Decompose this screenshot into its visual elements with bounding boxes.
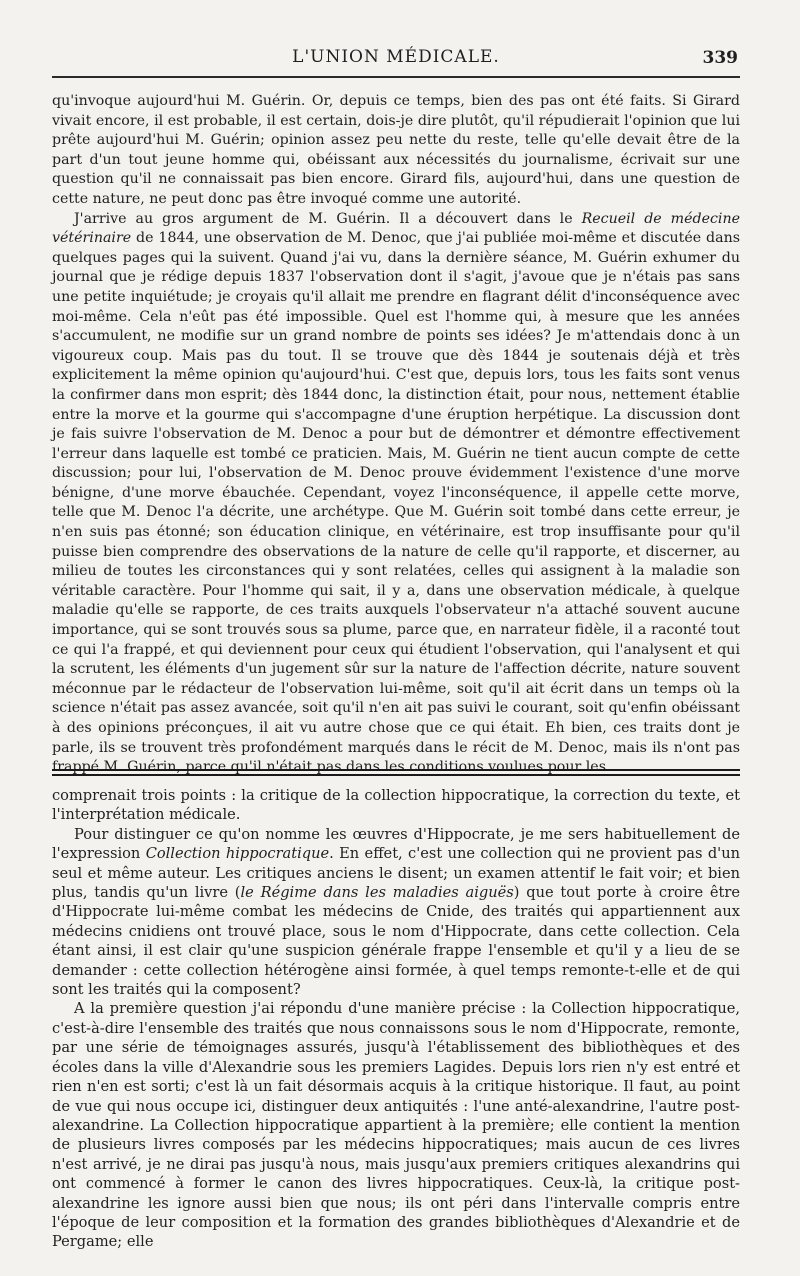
upper-paragraph-2 (52, 210, 740, 778)
lower-paragraph-2-part-a: Pour distinguer ce qu'on nomme les œuvres d'Hippocrate, je me sers habituellement de l'expression (52, 825, 740, 863)
lower-paragraph-3: A la première question j'ai répondu d'une manière précise : la Collection hippocratique, c'est-à-dire l'ensemble des traités que nous connaissons sous le nom d'Hippocrate, remonte, par une série de témoignages assurés, jusqu'à l'établissement des bibliothèques et des écoles dans la ville d'Alexandrie sous les premiers Lagides. Depuis lors rien n'y est entré et rien n'en est sorti; c'est là un fait désormais acquis à la critique historique. Il faut, au point de vue qui nous occupe ici, distinguer deux antiquités : l'une anté-alexandrine, l'autre post-alexandrine. La Collection hippocratique appartient à la première; elle contient la mention de plusieurs livres composés par les médecins hippocratiques; mais aucun de ces livres n'est arrivé, je ne dirai pas jusqu'à nous, mais jusqu'aux premiers critiques alexandrins qui ont commencé à former le canon des livres hippocratiques. Ceux-là, la critique post-alexandrine les ignore aussi bien que nous; ils ont péri dans l'intervalle compris entre l'époque de leur composition et la formation des grandes bibliothèques d'Alexandrie et de Pergame; elle (52, 1000, 740, 1251)
regime-title-italic: le Régime dans les maladies aiguës (240, 884, 514, 902)
upper-paragraph-1: qu'invoque aujourd'hui M. Guérin. Or, depuis ce temps, bien des pas ont été faits. Si Girard vivait encore, il est probable, il est certain, dois-je dire plutôt, qu'il répudierait l'opinion que lui prête aujourd'hui M. Guérin; opinion assez peu nette du reste, telle qu'elle devait être de la part d'un tout jeune homme qui, obéissant aux nécessités du journalisme, écrivait sur une question qu'il ne connaissait pas bien encore. Girard fils, aujourd'hui, dans une question de cette nature, ne peut donc pas être invoqué comme une autorité. (52, 93, 740, 207)
upper-paragraph-2-part-a: J'arrive au gros argument de M. Guérin. Il a découvert dans le (74, 210, 582, 227)
lower-paragraph-1: comprenait trois points : la critique de la collection hippocratique, la correction du texte, et l'interprétation médicale. (52, 787, 740, 824)
page-number: 339 (702, 48, 738, 68)
upper-paragraph-2-part-b: de 1844, une observation de M. Denoc, que j'ai publiée moi-même et discutée dans quelques pages qui la suivent. Quand j'ai vu, dans la dernière séance, M. Guérin exhumer du journal que je rédige depuis 1837 l'observation dont il s'agit, j'avoue que je n'étais pas sans une petite inquiétude; je croyais qu'il allait me prendre en flagrant délit d'inconséquence avec moi-même. Cela n'eût pas été impossible. Quel est l'homme qui, à mesure que les années s'accumulent, ne modifie sur un grand nombre de points ses idées? Je m'attendais donc à un vigoureux coup. Mais pas du tout. Il se trouve que dès 1844 je soutenais déjà et très explicitement la même opinion qu'aujourd'hui. C'est que, depuis lors, tous les faits sont venus la confirmer dans mon esprit; dès 1844 donc, la distinction était, pour nous, nettement établie entre la morve et la gourme qui s'accompagne d'une éruption herpétique. La discussion dont je fais suivre l'observation de M. Denoc a pour but de démontrer et démontre effectivement l'erreur dans laquelle est tombé ce praticien. Mais, M. Guérin ne tient aucun compte de cette discussion; pour lui, l'observation de M. Denoc prouve évidemment l'existence d'une morve bénigne, d'une morve ébauchée. Cependant, voyez l'inconséquence, il appelle cette morve, telle que M. Denoc l'a décrite, une archétype. Que M. Guérin soit tombé dans cette erreur, je n'en suis pas étonné; son éducation clinique, en vétérinaire, est trop insuffisante pour qu'il puisse bien comprendre des observations de la nature de celle qu'il rapporte, et discerner, au milieu de toutes les circonstances qui y sont relatées, celles qui assignent à la maladie son véritable caractère. Pour l'homme qui sait, il y a, dans une observation médicale, à quelque maladie qu'elle se rapporte, de ces traits auxquels l'observateur n'a attaché souvent aucune importance, qui se sont trouvés sous sa plume, parce que, en narrateur fidèle, il a raconté tout ce qui l'a frappé, et qui deviennent pour ceux qui étudient l'observation, qui l'analysent et qui la scrutent, les éléments d'un jugement sûr sur la nature de l'affection décrite, nature souvent méconnue par le rédacteur de l'observation lui-même, soit qu'il ait écrit dans un temps où la science n'était pas assez avancée, soit qu'il n'en ait pas suivi le courant, soit qu'enfin obéissant à des opinions préconçues, il ait vu autre chose que ce qui était. Eh bien, ces traits dont je parle, ils se trouvent très profondément marqués dans le récit de M. Denoc, mais ils n'ont pas frappé M. Guérin, parce qu'il n'était pas dans les conditions voulues pour les (52, 230, 740, 776)
lower-paragraph-2-part-c: ) que tout porte à croire être d'Hippocrate lui-même combat les médecins de Cnide, des traités qui appartiennent aux médecins cnidiens ont trouvé place, sous le nom d'Hippocrate, dans cette collection. Cela étant ainsi, il est clair qu'une suspicion générale frappe l'ensemble et qu'il y a lieu de se demander : cette collection hétérogène ainsi formée, à quel temps remonte-t-elle et de qui sont les traités qui la composent? (52, 884, 740, 999)
collection-title-italic: Collection hippocratique (145, 845, 330, 863)
upper-article-column (52, 92, 740, 778)
running-header (52, 45, 740, 75)
feuilleton-separator (52, 769, 740, 776)
journal-title-italic: Recueil de médecine vétérinaire (52, 210, 740, 247)
running-title: L'UNION MÉDICALE. (292, 47, 500, 67)
header-rule (52, 76, 740, 78)
lower-feuilleton-column (52, 786, 740, 1252)
lower-paragraph-2 (52, 825, 740, 1000)
lower-paragraph-2-part-b: . En effet, c'est une collection qui ne provient pas d'un seul et même auteur. Les critiques anciens le disent; un examen attentif le fait voir; et bien plus, tandis qu'un livre ( (52, 845, 740, 902)
